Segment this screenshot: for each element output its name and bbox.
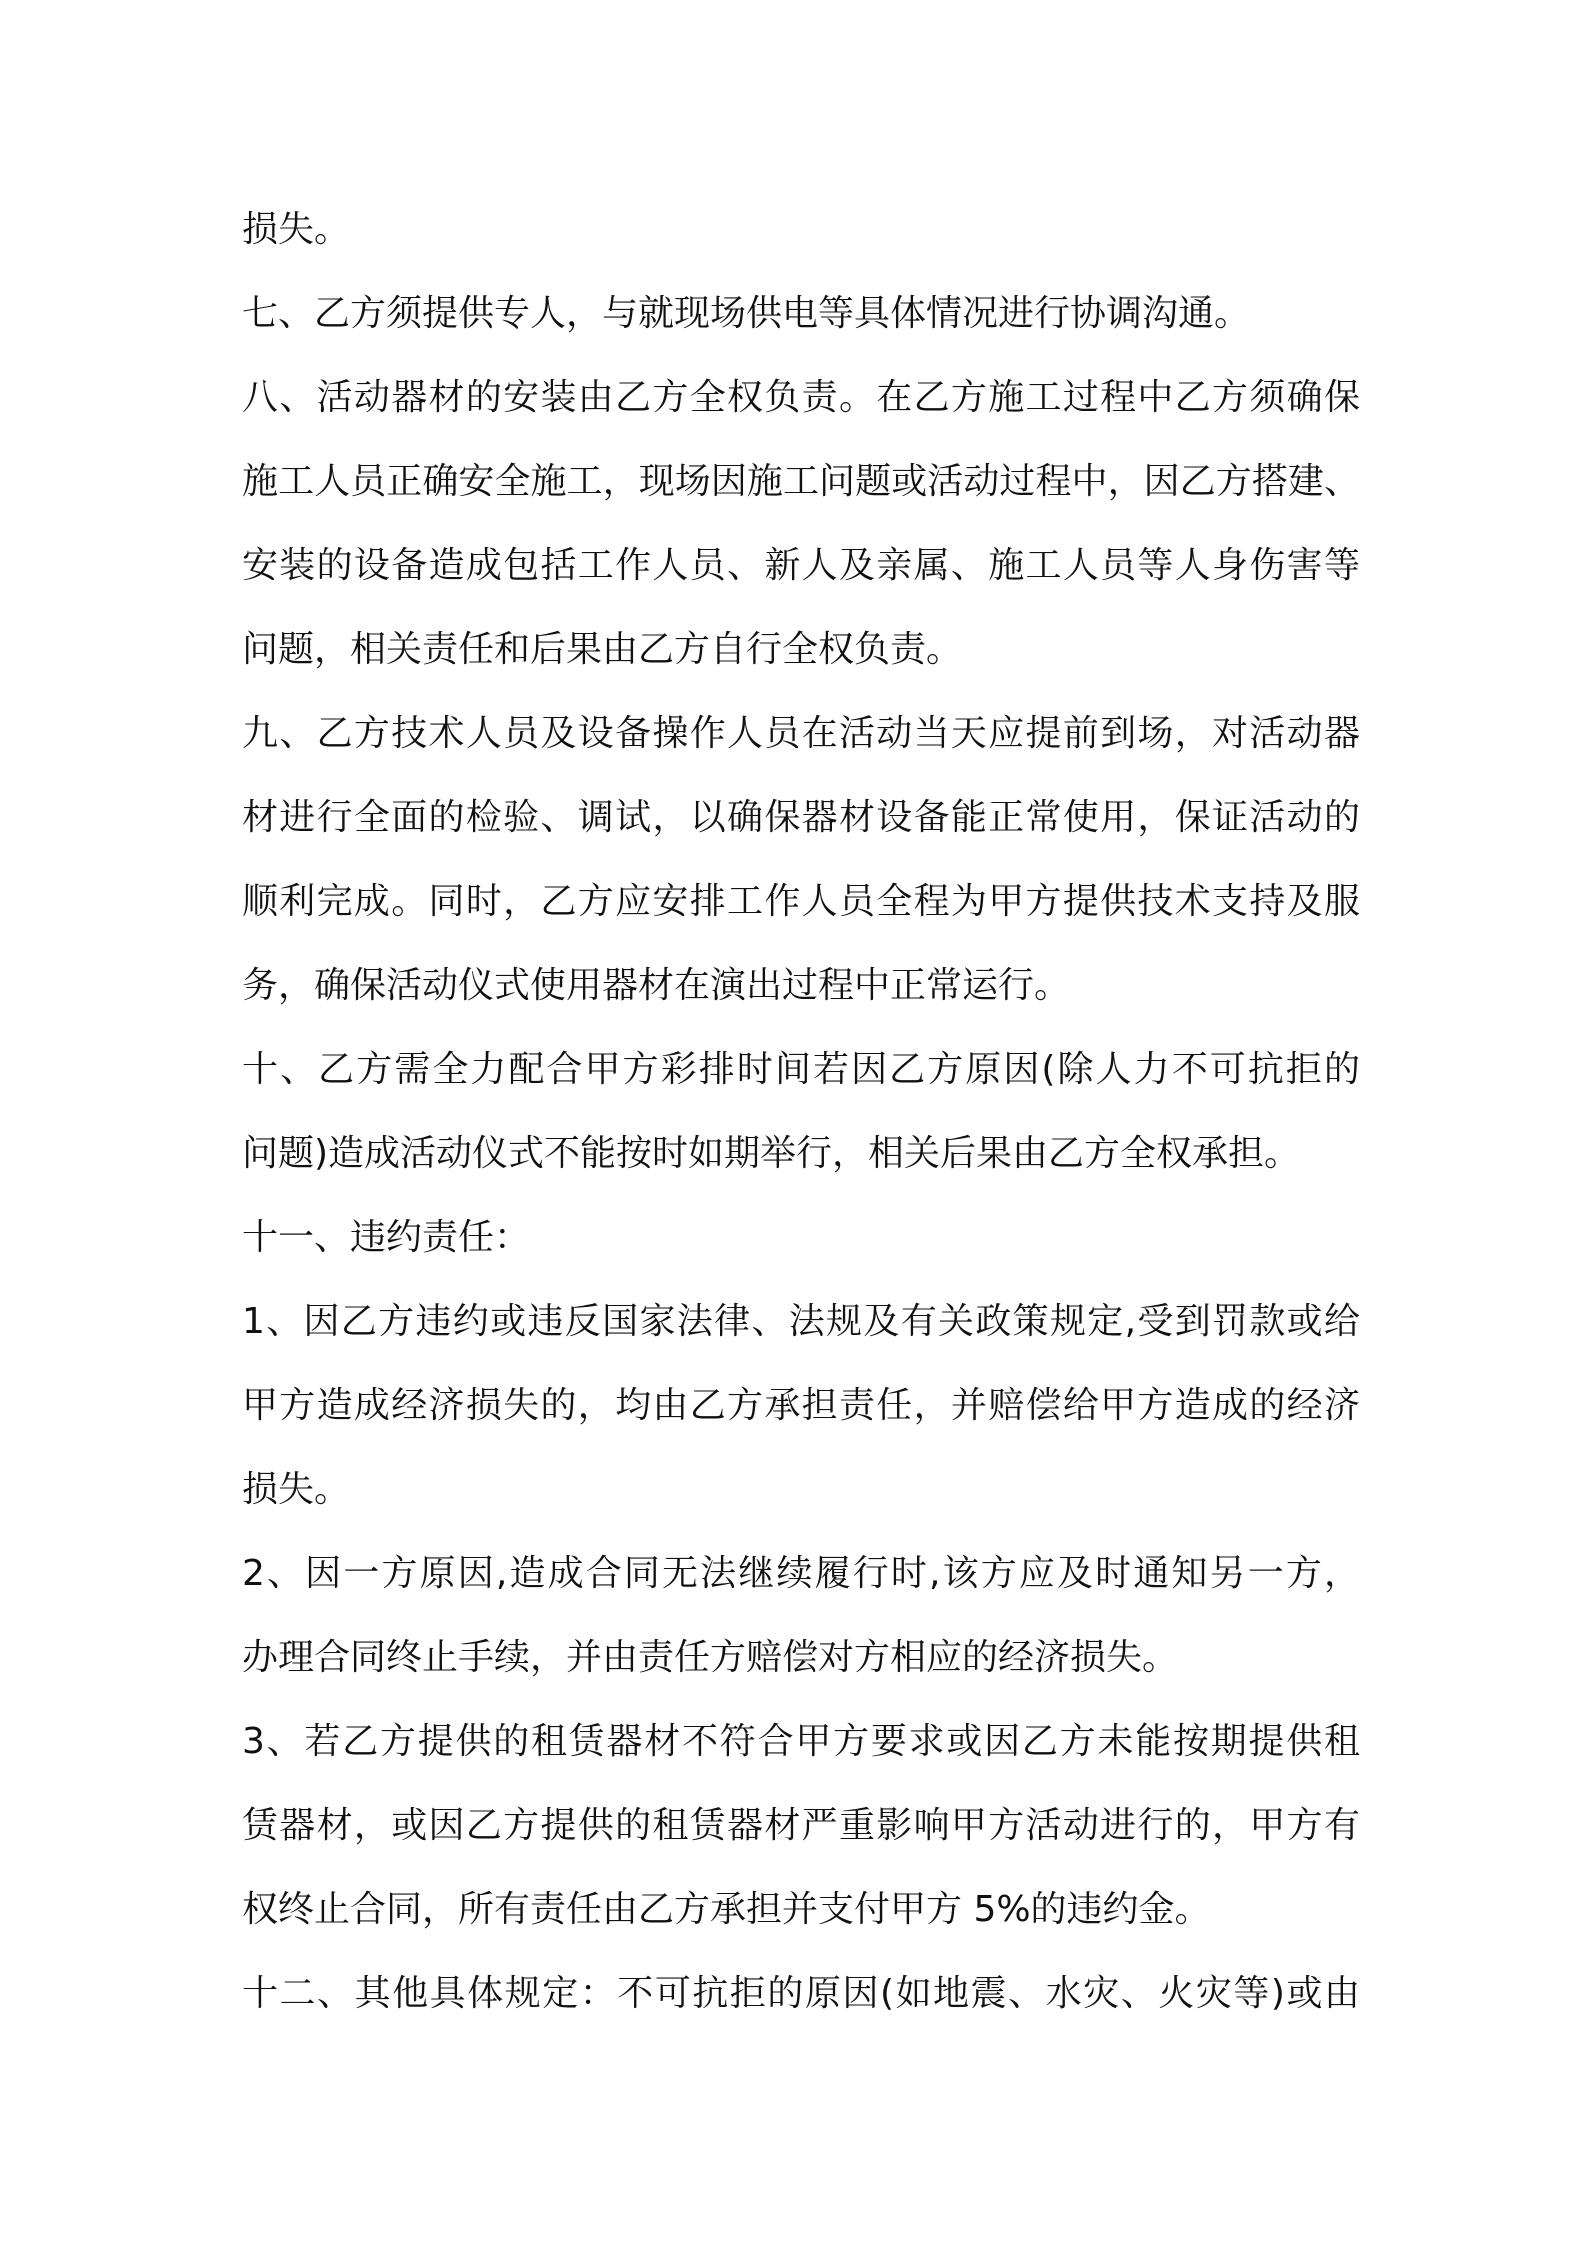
text-line: 施工人员正确安全施工，现场因施工问题或活动过程中，因乙方搭建、 [242, 461, 1360, 502]
text-line: 损失。 [242, 209, 351, 250]
text-line: 甲方造成经济损失的，均由乙方承担责任，并赔偿给甲方造成的经济 [242, 1385, 1360, 1426]
text-line: 2、因一方原因,造成合同无法继续履行时,该方应及时通知另一方， [242, 1553, 1360, 1594]
text-line: 办理合同终止手续，并由责任方赔偿对方相应的经济损失。 [242, 1637, 1179, 1678]
text-line: 问题)造成活动仪式不能按时如期举行，相关后果由乙方全权承担。 [242, 1133, 1301, 1174]
document-body [242, 188, 1360, 2036]
text-line: 十一、违约责任： [242, 1217, 531, 1258]
text-line: 十、乙方需全力配合甲方彩排时间若因乙方原因(除人力不可抗拒的 [242, 1049, 1360, 1090]
text-line: 八、活动器材的安装由乙方全权负责。在乙方施工过程中乙方须确保 [242, 377, 1360, 418]
text-line: 损失。 [242, 1469, 351, 1510]
text-line: 务，确保活动仪式使用器材在演出过程中正常运行。 [242, 965, 1071, 1006]
text-line: 材进行全面的检验、调试，以确保器材设备能正常使用，保证活动的 [242, 797, 1360, 838]
text-line: 赁器材，或因乙方提供的租赁器材严重影响甲方活动进行的，甲方有 [242, 1805, 1360, 1846]
text-line: 3、若乙方提供的租赁器材不符合甲方要求或因乙方未能按期提供租 [242, 1721, 1360, 1762]
text-line: 七、乙方须提供专人，与就现场供电等具体情况进行协调沟通。 [242, 293, 1251, 334]
text-line: 1、因乙方违约或违反国家法律、法规及有关政策规定,受到罚款或给 [242, 1301, 1360, 1342]
text-line: 权终止合同，所有责任由乙方承担并支付甲方 5%的违约金。 [242, 1889, 1211, 1930]
text-line: 顺利完成。同时，乙方应安排工作人员全程为甲方提供技术支持及服 [242, 881, 1360, 922]
text-line: 问题，相关责任和后果由乙方自行全权负责。 [242, 629, 963, 670]
text-line: 九、乙方技术人员及设备操作人员在活动当天应提前到场，对活动器 [242, 713, 1360, 754]
text-line: 十二、其他具体规定：不可抗拒的原因(如地震、水灾、火灾等)或由 [242, 1973, 1360, 2014]
text-line: 安装的设备造成包括工作人员、新人及亲属、施工人员等人身伤害等 [242, 545, 1360, 586]
